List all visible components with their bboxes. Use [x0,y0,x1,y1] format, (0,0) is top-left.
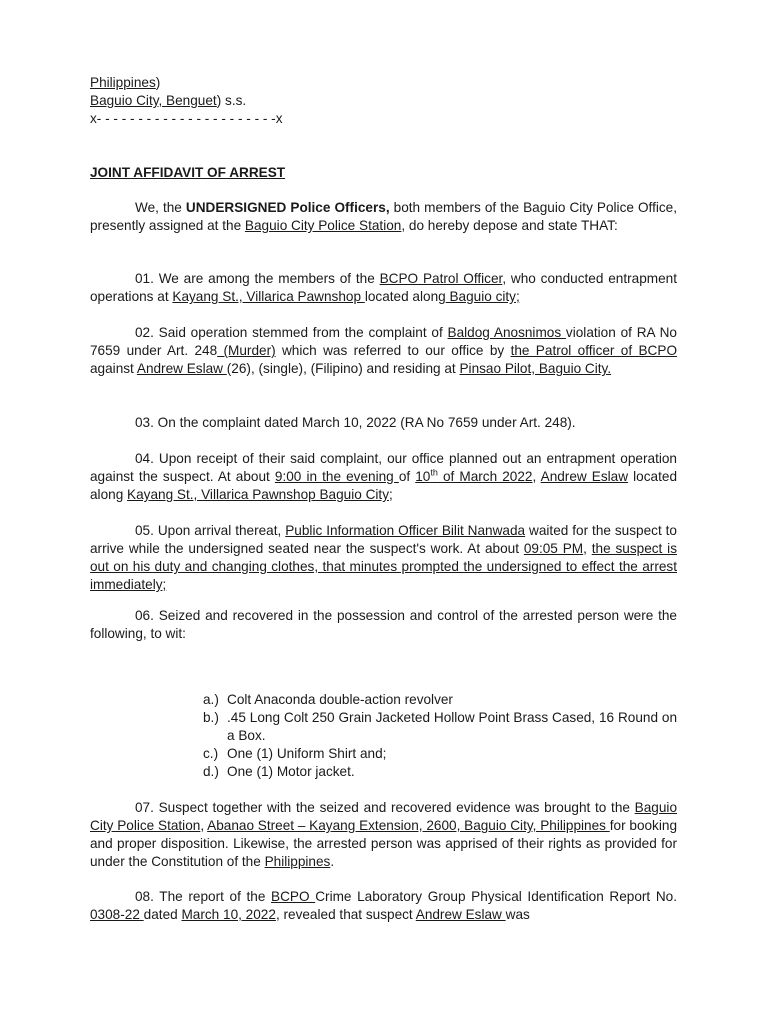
item-marker: d.) [203,764,219,779]
text: both members of the Baguio City Police Office, presently assigned at the [90,200,678,233]
venue-country: Philippines [90,75,156,90]
underlined-text: BCPO [271,889,316,904]
text: , do hereby depose and state THAT: [401,218,618,233]
underlined-text: Kayang St., Villarica Pawnshop Baguio City [127,487,389,502]
underlined-text: Baldog Anosnimos [447,325,566,340]
list-item [203,745,677,763]
document-title: JOINT AFFIDAVIT OF ARREST [90,165,286,180]
item-text: One (1) Motor jacket. [227,764,355,779]
text: for booking and proper disposition. Likewise, the arrested person was apprised of their rights as provided for under the Constitution of the [90,818,677,869]
text: 08. The report of the [135,889,272,904]
text: , [583,541,592,556]
item-text: .45 Long Colt 250 Grain Jacketed Hollow Point Brass Cased, 16 Round on a Box. [227,710,677,743]
underlined-text: Public Information Officer Bilit Nanwada [285,523,526,538]
underlined-text: March 10, 2022 [181,907,276,922]
underlined-text: Andrew Eslaw [415,907,506,922]
paragraph-06 [90,607,677,643]
paragraph-02 [90,324,677,378]
underlined-text: the suspect is out on his duty and changing clothes, that minutes prompted the undersigned to effect the arrest immediately; [90,541,678,592]
text: 04. Upon receipt of their said complaint, our office planned out an entrapment operation against the suspect. At about [90,451,677,484]
text: waited for the suspect to arrive while the undersigned seated near the suspect's work. At about [90,523,677,556]
underlined-text: Baguio City Police Station [90,800,677,833]
underlined-text: (Murder) [217,343,276,358]
list-item [203,763,677,781]
text: 02. Said operation stemmed from the complaint of [135,325,448,340]
text: located along [90,469,677,502]
text: against [90,361,137,376]
underlined-date [415,469,532,484]
underlined-text: Philippines [264,854,331,869]
item-text: One (1) Uniform Shirt and; [227,746,387,761]
text: (26), (single), (Filipino) and residing at [226,361,460,376]
underlined-text: 9:00 in the evening [274,469,399,484]
text: ; [389,487,393,502]
text: which was referred to our office by [275,343,511,358]
underlined-text: Abanao Street – Kayang Extension, 2600, Baguio City, Philippines [207,818,610,833]
paragraph-07 [90,799,677,871]
underlined-text: Kayang St., Villarica Pawnshop [172,289,365,304]
item-text: Colt Anaconda double-action revolver [227,692,453,707]
text: We, the [135,200,186,215]
underlined-text: 09:05 PM [523,541,584,556]
underlined-text: 0308-22 [90,907,144,922]
intro-paragraph [90,199,677,235]
venue-city: Baguio City, Benguet [90,93,217,108]
underlined-text: Andrew Eslaw [540,469,629,484]
paragraph-04 [90,450,677,504]
text: 03. On the complaint dated March 10, 2022 (RA No 7659 under Art. 248). [135,415,576,430]
venue-line-country [90,74,677,92]
venue-bracket: ) [216,93,222,108]
venue-ss: s.s. [221,93,247,108]
paragraph-05 [90,522,677,594]
underlined-text: Baguio City Police Station [244,218,402,233]
paragraph-08 [90,888,677,924]
venue-bracket: ) [155,75,161,90]
day-number: 10 [415,469,431,484]
text: of [398,469,416,484]
venue-header [90,74,677,128]
bold-text: UNDERSIGNED Police Officers, [185,200,390,215]
text: 05. Upon arrival thereat, [135,523,286,538]
text: , who conducted entrapment operations at [90,271,677,304]
underlined-text: the Patrol officer of BCPO [510,343,678,358]
text: located along [364,289,446,304]
text: , [200,818,208,833]
item-marker: b.) [203,710,219,725]
text: , revealed that suspect [275,907,416,922]
paragraph-01 [90,270,677,306]
paragraph-03 [90,414,677,432]
text: 01. We are among the members of the [135,271,380,286]
text: was [505,907,530,922]
underlined-text: Baguio city; [445,289,520,304]
text: 06. Seized and recovered in the possession and control of the arrested person were the following, to wit: [90,608,677,641]
separator-line: x- - - - - - - - - - - - - - - - - - - - - -x [90,111,283,126]
seized-items-list [203,691,677,781]
text: , [532,469,541,484]
item-marker: a.) [203,692,219,707]
text: dated [143,907,182,922]
text: violation of RA No 7659 under Art. 248 [90,325,677,358]
underlined-text: Pinsao Pilot, Baguio City. [459,361,612,376]
month-year: of March 2022 [437,469,533,484]
venue-line-city [90,92,677,110]
item-marker: c.) [203,746,219,761]
underlined-text: BCPO Patrol Officer [379,271,503,286]
ordinal-suffix: th [430,467,438,478]
text: . [330,854,335,869]
list-item [203,709,677,745]
list-item [203,691,677,709]
text: 07. Suspect together with the seized and recovered evidence was brought to the [135,800,635,815]
text: Crime Laboratory Group Physical Identification Report No. [315,889,677,904]
underlined-text: Andrew Eslaw [136,361,227,376]
